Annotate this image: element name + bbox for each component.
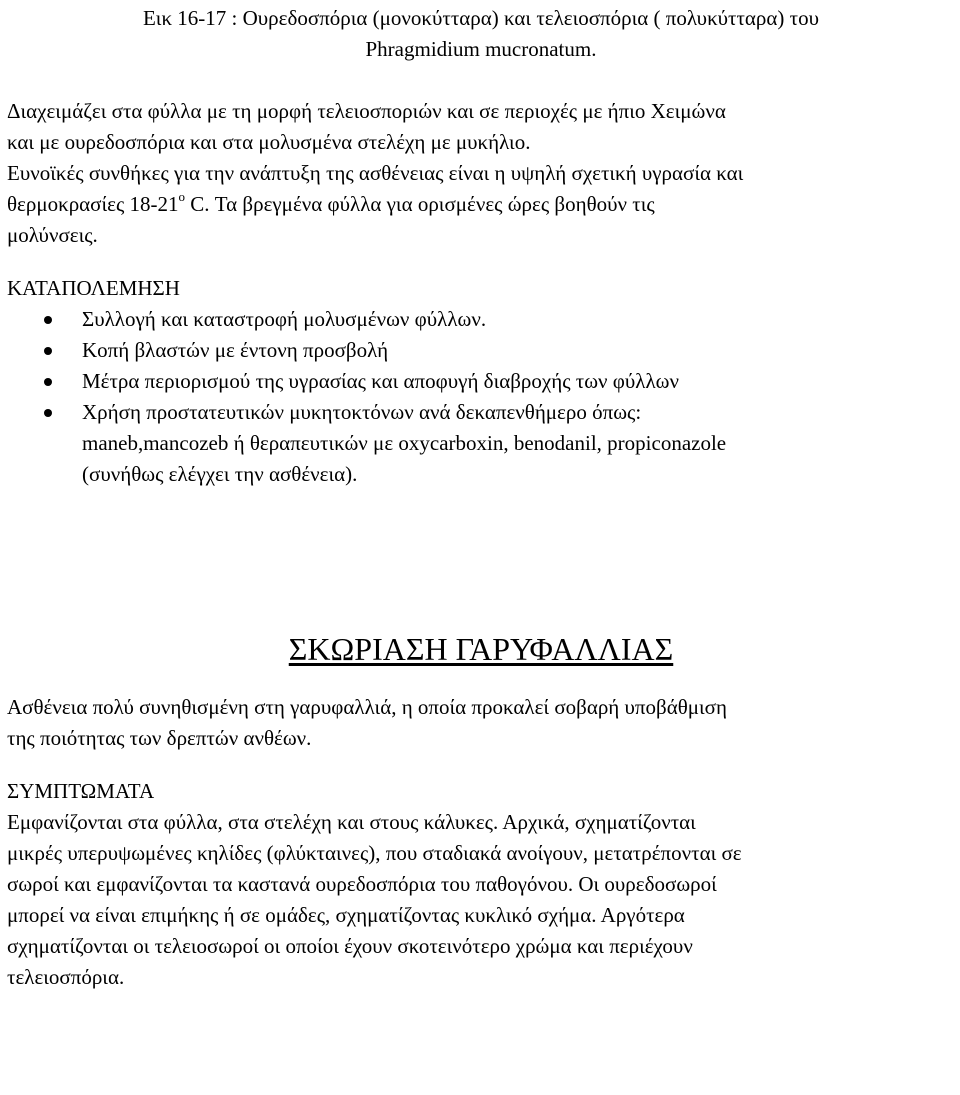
- symptoms-line3: σωροί και εμφανίζονται τα καστανά ουρεδοσπόρια του παθογόνου. Οι ουρεδοσωροί: [7, 872, 717, 896]
- bullet-icon: [44, 316, 52, 324]
- figure-caption-line2: Phragmidium mucronatum.: [365, 37, 597, 61]
- conditions-line1: Ευνοϊκές συνθήκες για την ανάπτυξη της ασθένειας είναι η υψηλή σχετική υγρασία και: [7, 161, 744, 185]
- control-list: [7, 304, 955, 490]
- overwintering-paragraph: [7, 96, 955, 158]
- control-heading: ΚΑΤΑΠΟΛΕΜΗΣΗ: [7, 276, 180, 300]
- figure-caption-line1: Εικ 16-17 : Ουρεδοσπόρια (μονοκύτταρα) και τελειοσπόρια ( πολυκύτταρα) του: [142, 6, 819, 30]
- symptoms-line4: μπορεί να είναι επιμήκης ή σε ομάδες, σχηματίζοντας κυκλικό σχήμα. Αργότερα: [7, 903, 685, 927]
- list-item: [7, 304, 955, 335]
- degree-superscript: ο: [178, 189, 186, 204]
- list-item: [7, 397, 955, 490]
- conditions-line3: μολύνσεις.: [7, 223, 98, 247]
- symptoms-paragraph: [7, 807, 955, 993]
- symptoms-line5: σχηματίζονται οι τελειοσωροί οι οποίοι έχουν σκοτεινότερο χρώμα και περιέχουν: [7, 934, 693, 958]
- control-item-1: Συλλογή και καταστροφή μολυσμένων φύλλων.: [82, 307, 487, 331]
- conditions-line2-after: C. Τα βρεγμένα φύλλα για ορισμένες ώρες βοηθούν τις: [185, 192, 655, 216]
- control-item-2: Κοπή βλαστών με έντονη προσβολή: [82, 338, 389, 362]
- section-title: ΣΚΩΡΙΑΣΗ ΓΑΡΥΦΑΛΛΙΑΣ: [288, 631, 674, 667]
- bullet-icon: [44, 409, 52, 417]
- overwintering-line1: Διαχειμάζει στα φύλλα με τη μορφή τελειοσποριών και σε περιοχές με ήπιο Χειμώνα: [7, 99, 726, 123]
- figure-caption: [7, 3, 955, 65]
- control-item-4-line3: (συνήθως ελέγχει την ασθένεια).: [82, 462, 358, 486]
- section-intro-paragraph: [7, 692, 955, 754]
- bullet-icon: [44, 347, 52, 355]
- section-intro-line2: της ποιότητας των δρεπτών ανθέων.: [7, 726, 312, 750]
- bullet-icon: [44, 378, 52, 386]
- symptoms-line6: τελειοσπόρια.: [7, 965, 125, 989]
- list-item: [7, 366, 955, 397]
- symptoms-line2: μικρές υπερυψωμένες κηλίδες (φλύκταινες), που σταδιακά ανοίγουν, μετατρέπονται σε: [7, 841, 742, 865]
- control-item-4-line2: maneb,mancozeb ή θεραπευτικών με oxycarboxin, benodanil, propiconazole: [82, 431, 727, 455]
- document-page: [7, 3, 955, 993]
- conditions-paragraph: [7, 158, 955, 251]
- overwintering-line2: και με ουρεδοσπόρια και στα μολυσμένα στελέχη με μυκήλιο.: [7, 130, 531, 154]
- symptoms-line1: Εμφανίζονται στα φύλλα, στα στελέχη και στους κάλυκες. Αρχικά, σχηματίζονται: [7, 810, 696, 834]
- conditions-line2-before: θερμοκρασίες 18-21: [7, 192, 179, 216]
- control-item-4: Χρήση προστατευτικών μυκητοκτόνων ανά δεκαπενθήμερο όπως:: [82, 400, 642, 424]
- list-item: [7, 335, 955, 366]
- symptoms-heading: ΣΥΜΠΤΩΜΑΤΑ: [7, 779, 155, 803]
- section-intro-line1: Ασθένεια πολύ συνηθισμένη στη γαρυφαλλιά, η οποία προκαλεί σοβαρή υποβάθμιση: [7, 695, 727, 719]
- control-item-3: Μέτρα περιορισμού της υγρασίας και αποφυγή διαβροχής των φύλλων: [82, 369, 679, 393]
